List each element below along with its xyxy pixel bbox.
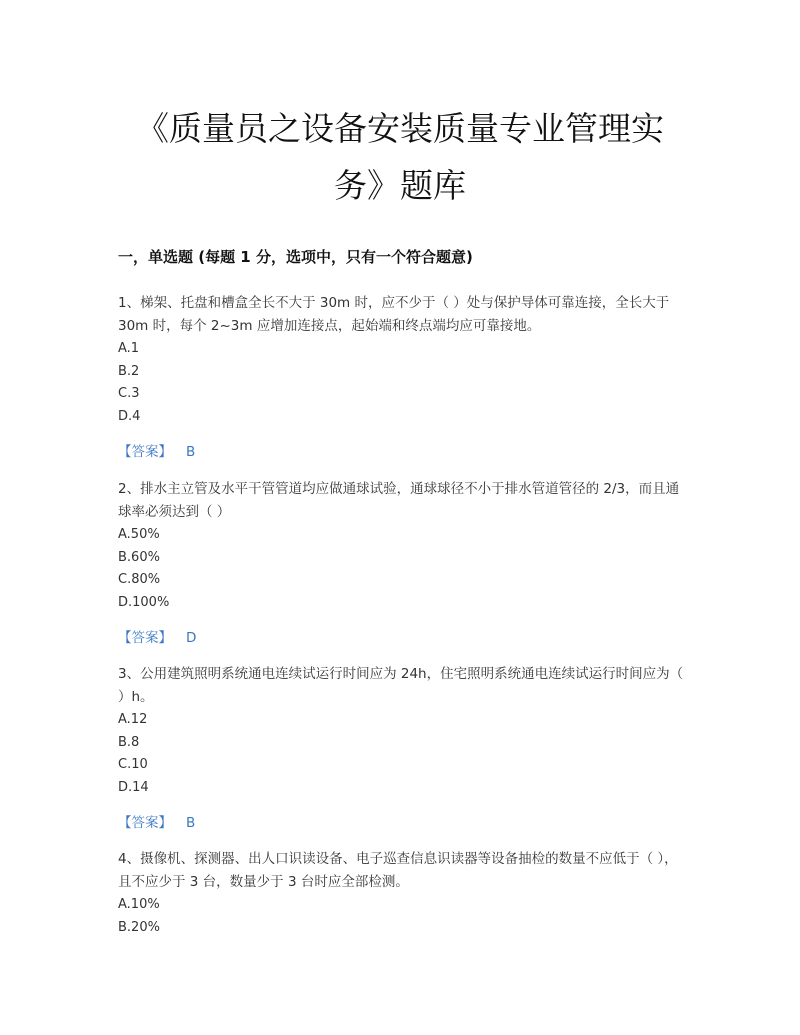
question-text: 1、梯架、托盘和槽盒全长不大于 30m 时，应不少于（ ）处与保护导体可靠连接，全长大于 30m 时，每个 2~3m 应增加连接点，起始端和终点端均应可靠接地。 bbox=[118, 295, 670, 334]
answer-line bbox=[118, 627, 688, 649]
option-b: B.60% bbox=[118, 549, 160, 565]
option-d: D.100% bbox=[118, 594, 170, 610]
option-b: B.2 bbox=[118, 363, 140, 379]
option-c: C.10 bbox=[118, 757, 148, 772]
title-line-1: 《质量员之设备安装质量专业管理实 bbox=[136, 109, 664, 148]
option-a: A.10% bbox=[118, 897, 160, 912]
option-d: D.14 bbox=[118, 779, 149, 795]
answer-line bbox=[118, 441, 688, 463]
question-4 bbox=[118, 848, 688, 939]
option-b: B.8 bbox=[118, 734, 140, 750]
option-a: A.1 bbox=[118, 341, 140, 356]
answer-label: 【答案】 bbox=[118, 815, 172, 831]
question-text: 3、公用建筑照明系统通电连续试运行时间应为 24h，住宅照明系统通电连续试运行时间应为（ ）h。 bbox=[118, 666, 684, 705]
answer-label: 【答案】 bbox=[118, 630, 172, 646]
question-text: 4、摄像机、探测器、出人口识读设备、电子巡查信息识读器等设备抽检的数量不应低于（ ），且不应少于 3 台，数量少于 3 台时应全部检测。 bbox=[118, 851, 678, 890]
option-d: D.4 bbox=[118, 408, 141, 424]
option-c: C.80% bbox=[118, 572, 161, 587]
option-a: A.12 bbox=[118, 712, 148, 727]
option-c: C.3 bbox=[118, 386, 140, 401]
question-text: 2、排水主立管及水平干管管道均应做通球试验，通球球径不小于排水管道管径的 2/3，而且通球率必须达到（ ） bbox=[118, 481, 680, 520]
option-a: A.50% bbox=[118, 527, 160, 542]
question-2 bbox=[118, 478, 688, 649]
answer-value: B bbox=[186, 444, 196, 460]
title-line-2: 务》题库 bbox=[334, 166, 466, 205]
question-3 bbox=[118, 663, 688, 834]
answer-line bbox=[118, 812, 688, 834]
question-1 bbox=[118, 292, 688, 463]
document-title bbox=[110, 100, 690, 214]
answer-value: B bbox=[186, 815, 196, 831]
option-b: B.20% bbox=[118, 919, 160, 935]
section-heading: 一，单选题 (每题 1 分，选项中，只有一个符合题意) bbox=[118, 248, 473, 266]
answer-label: 【答案】 bbox=[118, 444, 172, 460]
answer-value: D bbox=[186, 630, 197, 646]
